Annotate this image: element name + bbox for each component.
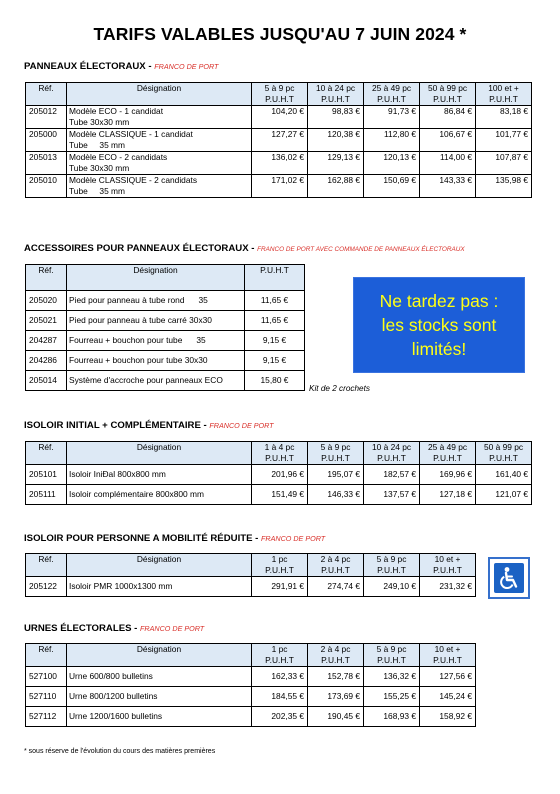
table-pmr: Réf. Désignation 1 pc 2 à 4 pc 5 à 9 pc 10 et + P.U.H.T P.U.H.T P.U.H.T P.U.H.T 205122 Isoloir PMR 1000x1300 mm 291,91 € 274,74 € 249,10 € 231,32 €: [25, 553, 476, 597]
section-heading-isoloir: ISOLOIR INITIAL + COMPLÉMENTAIRE - FRANCO DE PORT: [24, 420, 274, 431]
col-designation: Désignation: [67, 644, 252, 667]
table-row: 527110 Urne 800/1200 bulletins 184,55 € 173,69 € 155,25 € 145,24 €: [26, 687, 476, 707]
col-unit: P.U.H.T: [364, 94, 420, 106]
col-qty: 10 à 24 pc: [308, 83, 364, 95]
col-qty: 25 à 49 pc: [364, 83, 420, 95]
col-ref: Réf.: [26, 644, 67, 667]
table-urnes: Réf. Désignation 1 pc 2 à 4 pc 5 à 9 pc 10 et + P.U.H.T P.U.H.T P.U.H.T P.U.H.T 527100 Urne 600/800 bulletins 162,33 € 152,78 € 136,32 € 127,56 € 527110 Urne 800/1200 bulletins 184,55 € 173,69 € 155,25 € 145,24 € 527112 Urne 1200/1600 bulletins 202,35 € 190,45 € 168,93 € 158,92 €: [25, 643, 476, 727]
section-heading-urnes: URNES ÉLECTORALES - FRANCO DE PORT: [24, 623, 205, 634]
kit-note: Kit de 2 crochets: [309, 384, 370, 393]
section-heading-panneaux: PANNEAUX ÉLECTORAUX - FRANCO DE PORT: [24, 61, 219, 72]
col-unit: P.U.H.T: [308, 94, 364, 106]
col-price: P.U.H.T: [245, 265, 305, 291]
page-title: TARIFS VALABLES JUSQU'AU 7 JUIN 2024 *: [93, 24, 467, 44]
section-heading-accessoires: ACCESSOIRES POUR PANNEAUX ÉLECTORAUX - FRANCO DE PORT AVEC COMMANDE DE PANNEAUX ÉLECTORAUX: [24, 243, 465, 254]
table-row: 205000 Modèle CLASSIQUE - 1 candidat 127,27 € 120,38 € 112,80 € 106,67 € 101,77 €: [26, 129, 532, 141]
col-designation: Désignation: [67, 554, 252, 577]
table-accessoires: [25, 264, 305, 391]
col-designation: Désignation: [67, 265, 245, 291]
table-row: 205021 Pied pour panneau à tube carré 30x30 11,65 €: [26, 311, 305, 331]
table-row: 204286 Fourreau + bouchon pour tube 30x30 9,15 €: [26, 351, 305, 371]
stock-warning-banner: Ne tardez pas : les stocks sont limités!: [353, 277, 525, 373]
table-row: 205014 Système d'accroche pour panneaux ECO 15,80 €: [26, 371, 305, 391]
table-row: 205013 Modèle ECO - 2 candidats 136,02 € 129,13 € 120,13 € 114,00 € 107,87 €: [26, 152, 532, 164]
col-ref: Réf.: [26, 83, 67, 106]
col-qty: 100 et +: [476, 83, 532, 95]
table-row: 205101 Isoloir IniÐal 800x800 mm 201,96 € 195,07 € 182,57 € 169,96 € 161,40 €: [26, 465, 532, 485]
col-designation: Désignation: [67, 442, 252, 465]
table-row: 204287 Fourreau + bouchon pour tube 35 9,15 €: [26, 331, 305, 351]
table-row: 205012 Modèle ECO - 1 candidat 104,20 € 98,83 € 91,73 € 86,84 € 83,18 €: [26, 106, 532, 118]
section-heading-pmr: ISOLOIR POUR PERSONNE A MOBILITÉ RÉDUITE - FRANCO DE PORT: [24, 533, 326, 544]
table-row: 205020 Pied pour panneau à tube rond 35 11,65 €: [26, 291, 305, 311]
table-row: 527112 Urne 1200/1600 bulletins 202,35 € 190,45 € 168,93 € 158,92 €: [26, 707, 476, 727]
col-qty: 50 à 99 pc: [420, 83, 476, 95]
col-unit: P.U.H.T: [420, 94, 476, 106]
wheelchair-accessible-icon: [488, 557, 530, 599]
col-ref: Réf.: [26, 265, 67, 291]
table-row: 205111 Isoloir complémentaire 800x800 mm 151,49 € 146,33 € 137,57 € 127,18 € 121,07 €: [26, 485, 532, 505]
col-ref: Réf.: [26, 442, 67, 465]
col-unit: P.U.H.T: [476, 94, 532, 106]
footnote: * sous réserve de l'évolution du cours des matières premières: [24, 748, 216, 755]
table-row: 527100 Urne 600/800 bulletins 162,33 € 152,78 € 136,32 € 127,56 €: [26, 667, 476, 687]
col-qty: 5 à 9 pc: [252, 83, 308, 95]
col-ref: Réf.: [26, 554, 67, 577]
table-row: 205122 Isoloir PMR 1000x1300 mm 291,91 € 274,74 € 249,10 € 231,32 €: [26, 577, 476, 597]
table-row: 205010 Modèle CLASSIQUE - 2 candidats 171,02 € 162,88 € 150,69 € 143,33 € 135,98 €: [26, 175, 532, 187]
col-unit: P.U.H.T: [252, 94, 308, 106]
table-panneaux: Réf. Désignation 5 à 9 pc 10 à 24 pc 25 à 49 pc 50 à 99 pc 100 et + P.U.H.T P.U.H.T P.U.H.T P.U.H.T P.U.H.T 205012 Modèle ECO - 1 candidat 104,20 € 98,83 € 91,73 € 86,84 € 83,18 € Tube 30x30 mm 205000 Modèle CLASSIQUE - 1 candidat 127,27 € 120,38 € 112,80 € 106,67 € 101,77 € Tube 35 mm 205013 Modèle ECO - 2 candidats 136,02 € 129,13 € 120,13 € 114,00 € 107,87 € Tube 30x30 mm 205010 Modèle CLASSIQUE - 2 candidats 171,02 € 162,88 € 150,69 € 143,33 € 135,98 € Tube 35 mm: [25, 82, 532, 198]
col-designation: Désignation: [67, 83, 252, 106]
table-isoloir: Réf. Désignation 1 à 4 pc 5 à 9 pc 10 à 24 pc 25 à 49 pc 50 à 99 pc P.U.H.T P.U.H.T P.U.H.T P.U.H.T P.U.H.T 205101 Isoloir IniÐal 800x800 mm 201,96 € 195,07 € 182,57 € 169,96 € 161,40 € 205111 Isoloir complémentaire 800x800 mm 151,49 € 146,33 € 137,57 € 127,18 € 121,07 €: [25, 441, 532, 505]
